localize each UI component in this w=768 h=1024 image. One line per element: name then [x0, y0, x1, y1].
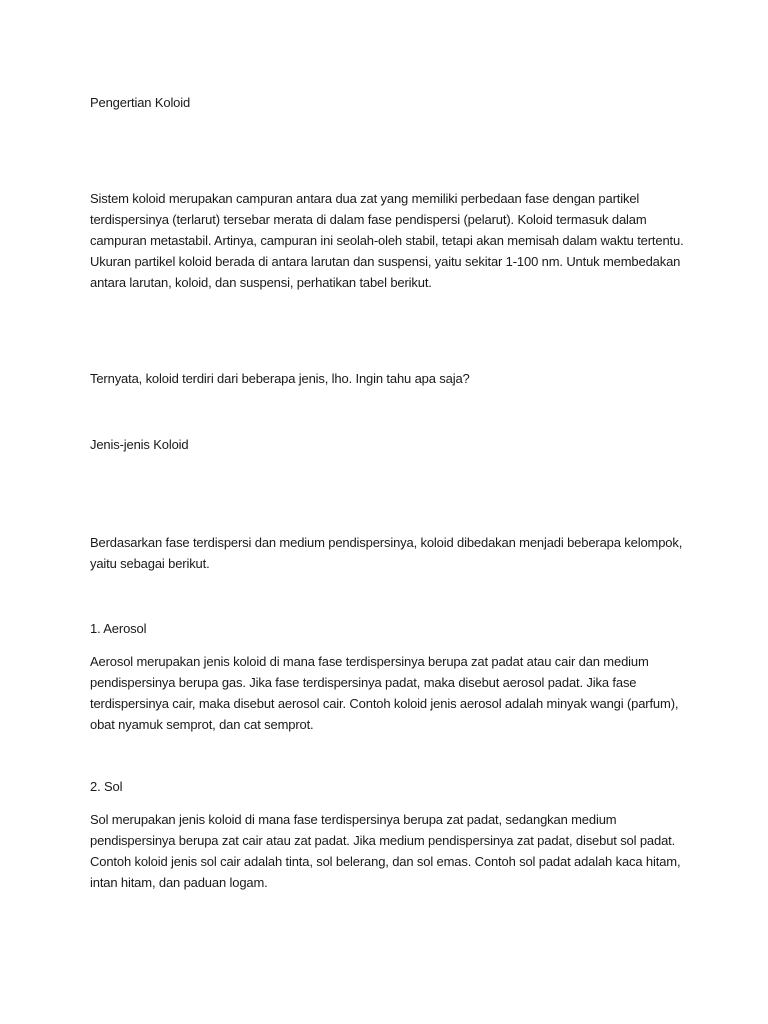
- item-body-aerosol: Aerosol merupakan jenis koloid di mana fase terdispersinya berupa zat padat atau cair dan medium pendispersinya berupa gas. Jika fase terdispersinya padat, maka disebut aerosol padat. Jika fase terdispersinya cair, maka disebut aerosol cair. Contoh koloid jenis aerosol adalah minyak wangi (parfum), obat nyamuk semprot, dan cat semprot.: [90, 654, 679, 732]
- section-heading: Jenis-jenis Koloid: [90, 437, 189, 452]
- intro-paragraph: Sistem koloid merupakan campuran antara dua zat yang memiliki perbedaan fase dengan partikel terdispersinya (terlarut) tersebar merata di dalam fase pendispersi (pelarut). Koloid termasuk dalam campuran metastabil. Artinya, campuran ini seolah-oleh stabil, tetapi akan memisah dalam waktu tertentu. Ukuran partikel koloid berada di antara larutan dan suspensi, yaitu sekitar 1-100 nm. Untuk membedakan antara larutan, koloid, dan suspensi, perhatikan tabel berikut.: [90, 191, 684, 290]
- item-heading-aerosol: 1. Aerosol: [90, 621, 147, 636]
- section-intro-paragraph: Berdasarkan fase terdispersi dan medium pendispersinya, koloid dibedakan menjadi beberapa kelompok, yaitu sebagai berikut.: [90, 535, 683, 571]
- question-paragraph: Ternyata, koloid terdiri dari beberapa jenis, lho. Ingin tahu apa saja?: [90, 371, 470, 386]
- item-body-sol: Sol merupakan jenis koloid di mana fase terdispersinya berupa zat padat, sedangkan medium pendispersinya berupa zat cair atau zat padat. Jika medium pendispersinya zat padat, disebut sol padat. Contoh koloid jenis sol cair adalah tinta, sol belerang, dan sol emas. Contoh sol padat adalah kaca hitam, intan hitam, dan paduan logam.: [90, 812, 681, 890]
- page-title: Pengertian Koloid: [90, 95, 191, 110]
- item-heading-sol: 2. Sol: [90, 779, 123, 794]
